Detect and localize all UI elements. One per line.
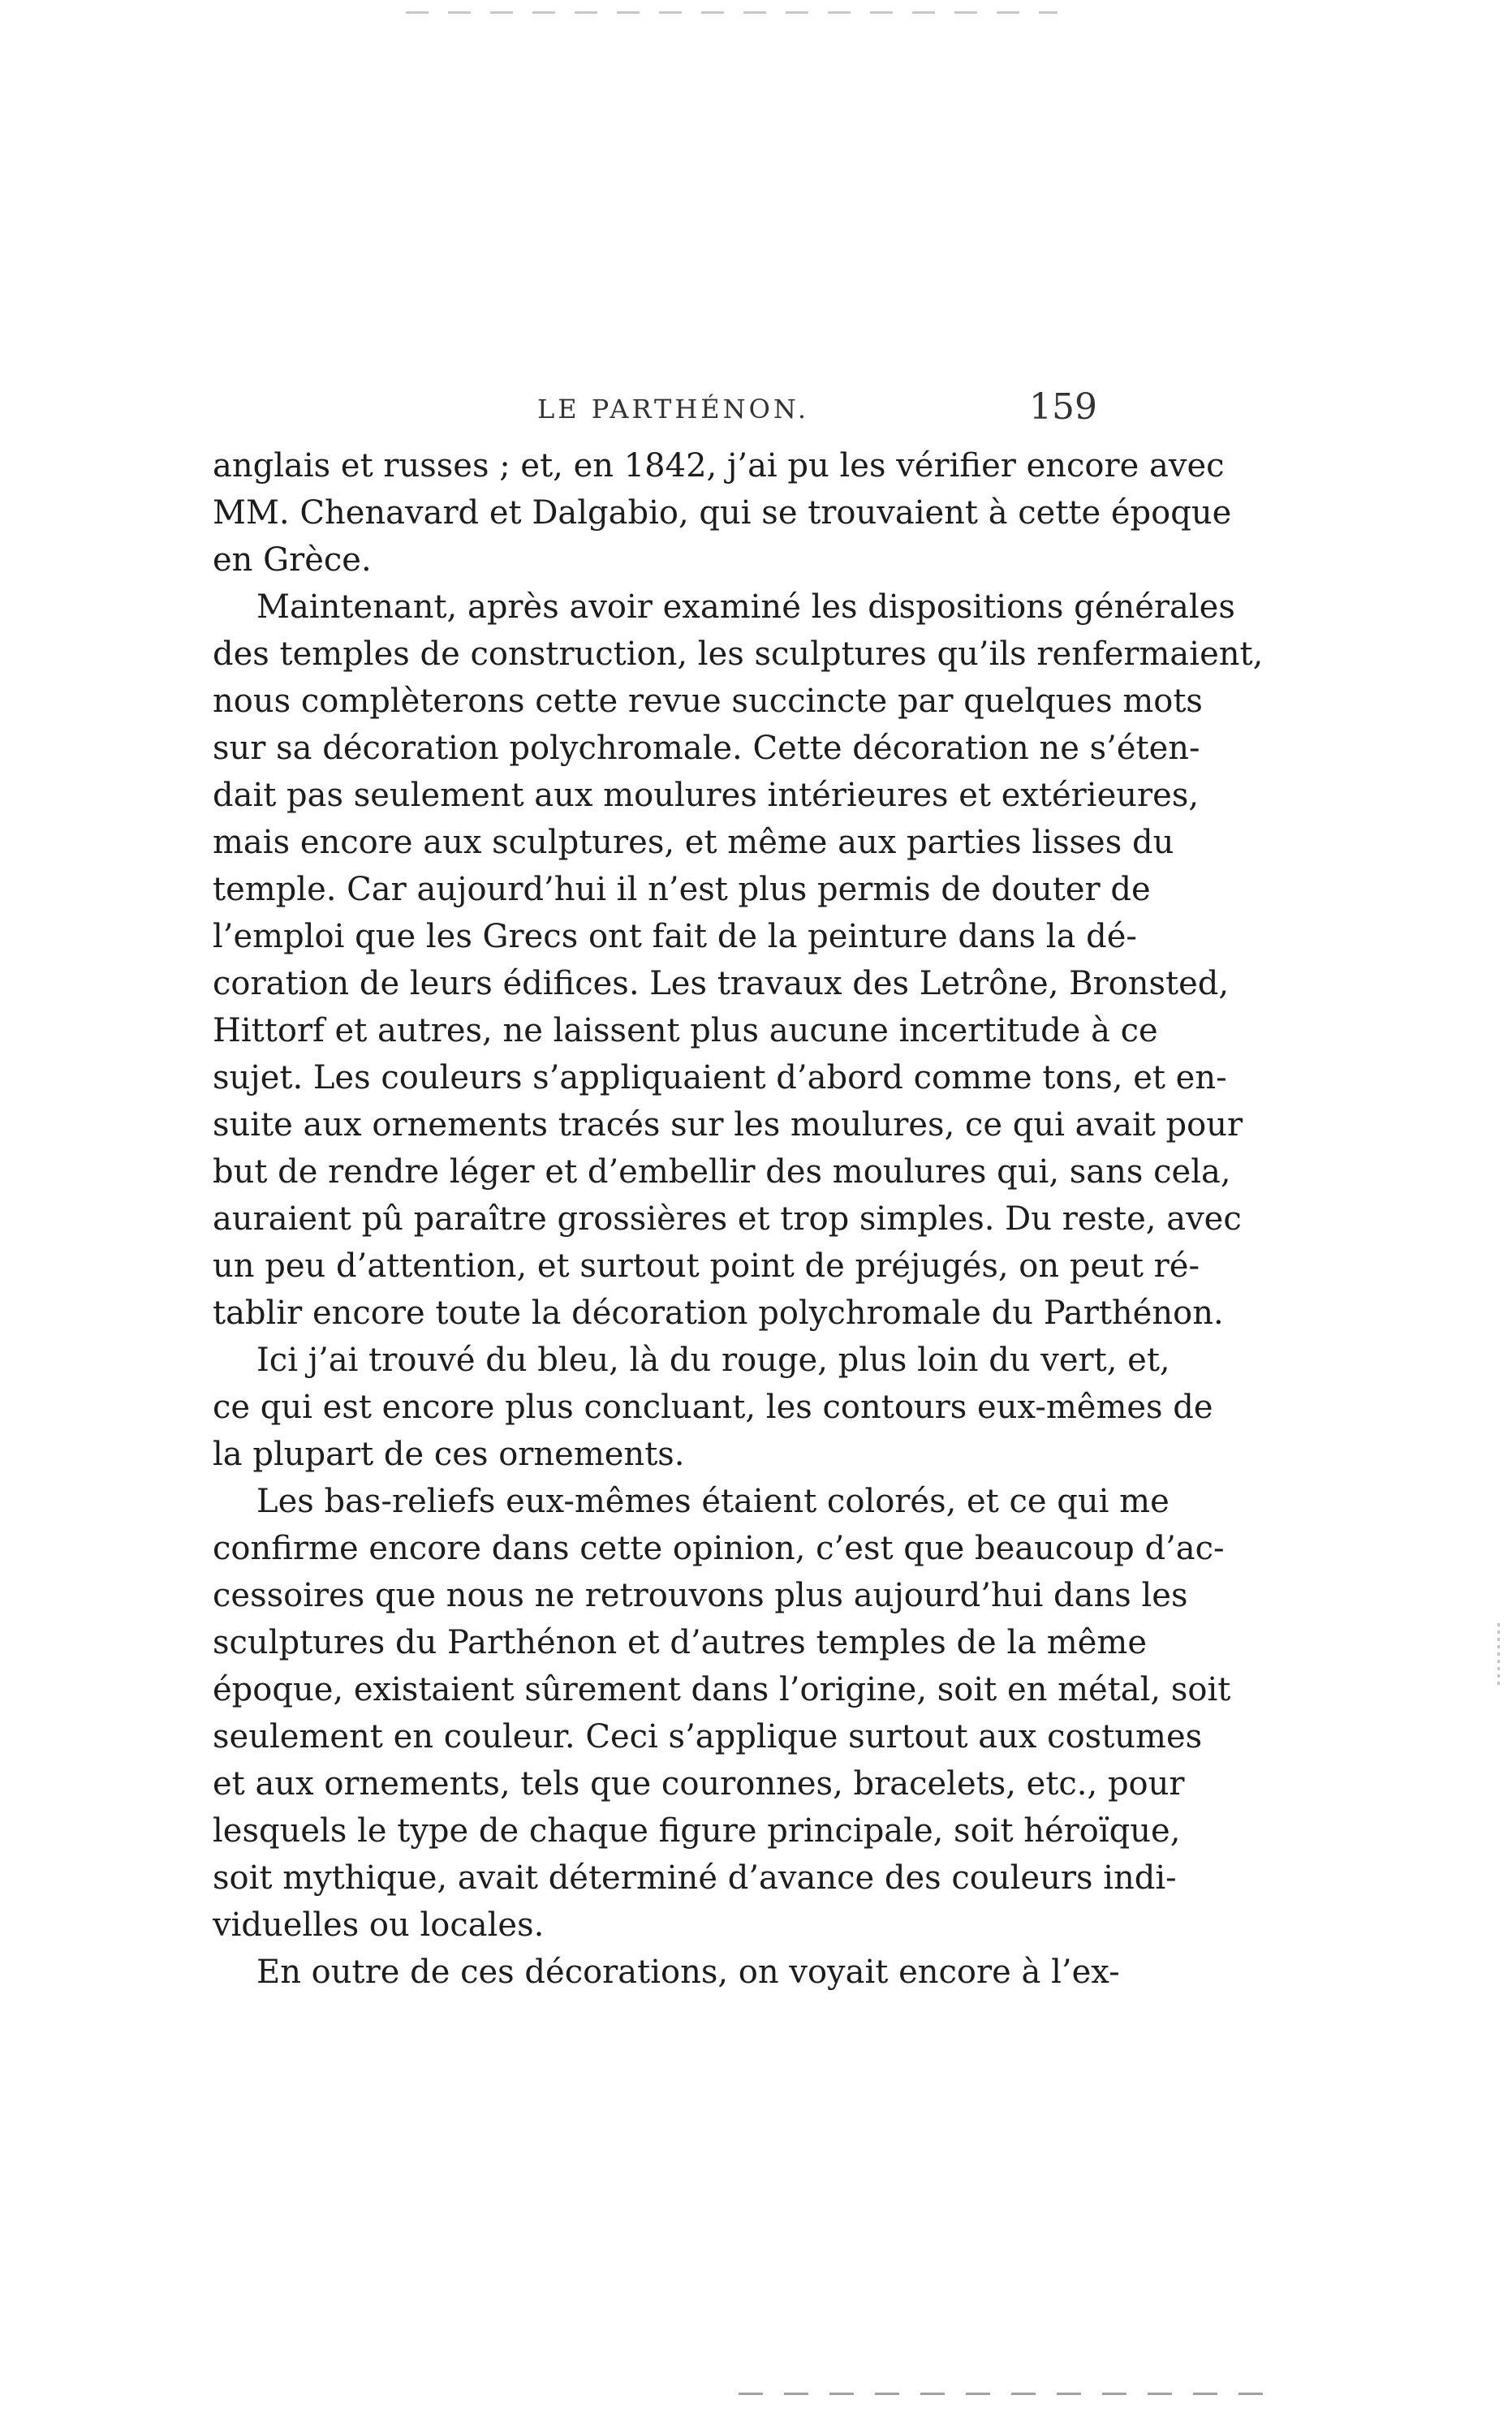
text-line: Maintenant, après avoir examiné les dispositions générales: [256, 588, 1235, 626]
text-line: tablir encore toute la décoration polychromale du Parthénon.: [213, 1295, 1224, 1332]
text-line: viduelles ou locales.: [213, 1906, 545, 1944]
text-line: nous complèterons cette revue succincte par quelques mots: [213, 683, 1203, 720]
text-line: lesquels le type de chaque figure principale, soit héroïque,: [213, 1812, 1181, 1850]
text-line: en Grèce.: [213, 541, 372, 579]
text-line: des temples de construction, les sculptures qu’ils renfermaient,: [213, 635, 1264, 673]
text-line: suite aux ornements tracés sur les moulures, ce qui avait pour: [213, 1106, 1243, 1144]
text-line: seulement en couleur. Ceci s’applique surtout aux costumes: [213, 1718, 1203, 1755]
text-line: coration de leurs édifices. Les travaux des Letrône, Bronsted,: [213, 965, 1230, 1002]
text-line: Hittorf et autres, ne laissent plus aucune incertitude à ce: [213, 1012, 1158, 1049]
text-line: la plupart de ces ornements.: [213, 1436, 685, 1473]
text-line: Les bas-reliefs eux-mêmes étaient colorés, et ce qui me: [256, 1483, 1170, 1520]
text-line: sujet. Les couleurs s’appliquaient d’abord comme tons, et en-: [213, 1059, 1227, 1096]
text-line: confirme encore dans cette opinion, c’est que beaucoup d’ac-: [213, 1530, 1225, 1567]
text-line: auraient pû paraître grossières et trop simples. Du reste, avec: [213, 1200, 1242, 1238]
scan-artifact-margin: [1497, 1623, 1500, 1688]
text-line: Ici j’ai trouvé du bleu, là du rouge, plus loin du vert, et,: [256, 1342, 1170, 1379]
text-line: MM. Chenavard et Dalgabio, qui se trouvaient à cette époque: [213, 494, 1232, 532]
page-number: 159: [1029, 386, 1097, 428]
text-line: anglais et russes ; et, en 1842, j’ai pu les vérifier encore avec: [213, 447, 1225, 485]
text-line: cessoires que nous ne retrouvons plus aujourd’hui dans les: [213, 1577, 1188, 1614]
scan-artifact-bottom: [739, 2393, 1269, 2395]
text-line: sur sa décoration polychromale. Cette décoration ne s’éten-: [213, 730, 1200, 767]
text-line: sculptures du Parthénon et d’autres temples de la même: [213, 1624, 1147, 1661]
body-text: [213, 442, 1264, 1996]
text-line: dait pas seulement aux moulures intérieures et extérieures,: [213, 777, 1200, 814]
text-line: époque, existaient sûrement dans l’origine, soit en métal, soit: [213, 1671, 1231, 1708]
running-head: [213, 386, 1097, 428]
text-line: soit mythique, avait déterminé d’avance des couleurs indi-: [213, 1859, 1177, 1897]
running-title: LE PARTHÉNON.: [537, 394, 809, 424]
text-line: ce qui est encore plus concluant, les contours eux-mêmes de: [213, 1389, 1213, 1426]
text-line: temple. Car aujourd’hui il n’est plus permis de douter de: [213, 871, 1151, 908]
text-line: l’emploi que les Grecs ont fait de la peinture dans la dé-: [213, 918, 1137, 955]
text-line: un peu d’attention, et surtout point de préjugés, on peut ré-: [213, 1247, 1200, 1285]
text-line: mais encore aux sculptures, et même aux parties lisses du: [213, 824, 1174, 861]
text-line: En outre de ces décorations, on voyait encore à l’ex-: [256, 1954, 1120, 1991]
text-line: but de rendre léger et d’embellir des moulures qui, sans cela,: [213, 1153, 1231, 1191]
text-line: et aux ornements, tels que couronnes, bracelets, etc., pour: [213, 1765, 1185, 1803]
